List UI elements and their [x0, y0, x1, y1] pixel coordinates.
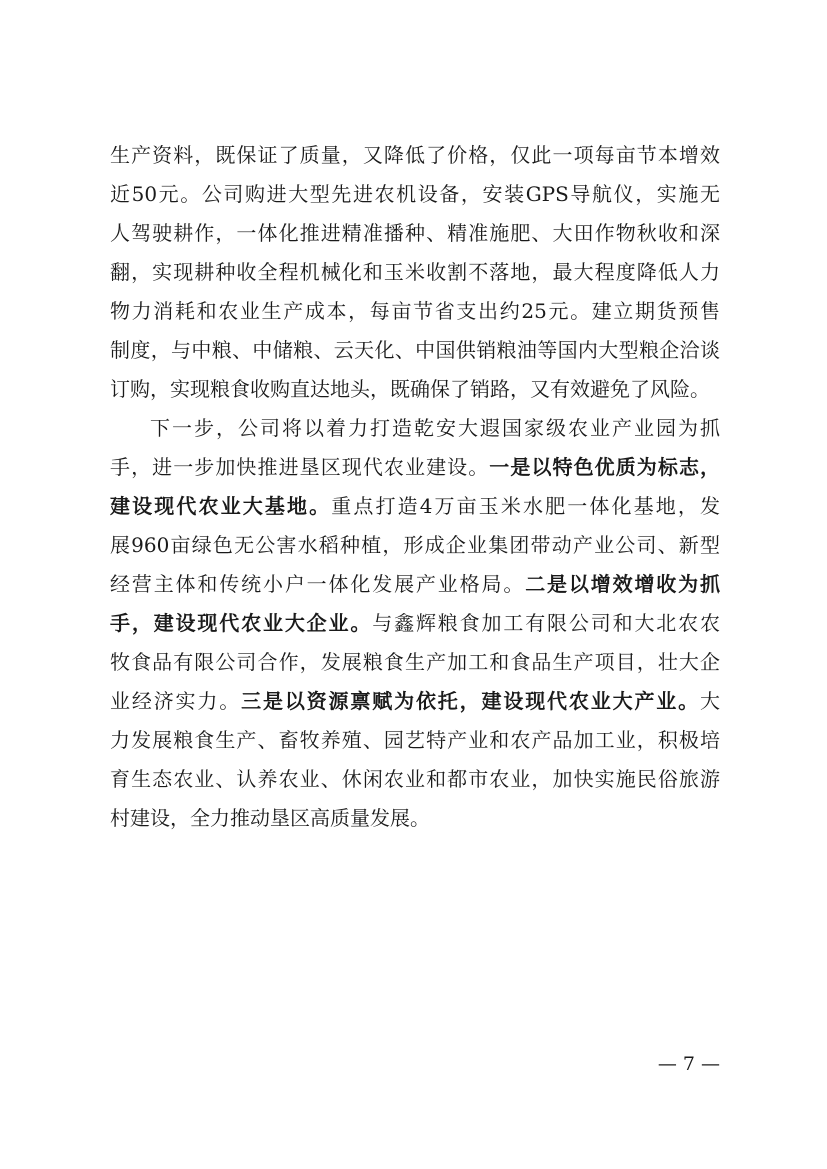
bold-text-run: 建设现代农业大基地。: [110, 494, 332, 518]
bold-text-run: 一是以特色优质为标志，: [489, 455, 721, 479]
text-line: [110, 721, 720, 760]
text-run: 近50元。公司购进大型先进农机设备，安装GPS导航仪，实施无: [110, 182, 720, 206]
text-run: 力发展粮食生产、畜牧养殖、园艺特产业和农产品加工业，积极培: [110, 728, 720, 752]
paragraph: [110, 409, 720, 838]
text-line: [110, 409, 720, 448]
text-run: 经营主体和传统小户一体化发展产业格局。: [110, 572, 526, 596]
text-run: 村建设，全力推动垦区高质量发展。: [110, 806, 430, 830]
text-line: [110, 214, 720, 253]
text-run: 与鑫辉粮食加工有限公司和大北农农: [372, 611, 721, 635]
bold-text-run: 二是以增效增收为抓: [525, 572, 721, 596]
text-line: [110, 682, 720, 721]
text-line: [110, 253, 720, 292]
text-line: [110, 331, 720, 370]
text-run: 重点打造4万亩玉米水肥一体化基地，发: [331, 494, 720, 518]
body-text: [110, 136, 720, 838]
bold-text-run: 三是以资源禀赋为依托，建设现代农业大产业。: [241, 689, 701, 713]
text-run: 育生态农业、认养农业、休闲农业和都市农业，加快实施民俗旅游: [110, 767, 720, 791]
text-run: 手，进一步加快推进垦区现代农业建设。: [110, 455, 490, 479]
text-run: 物力消耗和农业生产成本，每亩节省支出约25元。建立期货预售: [110, 299, 720, 323]
text-run: 订购，实现粮食收购直达地头，既确保了销路，又有效避免了风险。: [110, 377, 710, 401]
text-line: [110, 526, 720, 565]
paragraph: [110, 136, 720, 409]
text-line: [110, 370, 720, 409]
text-run: 制度，与中粮、中储粮、云天化、中国供销粮油等国内大型粮企洽谈: [110, 338, 720, 362]
text-run: 牧食品有限公司合作，发展粮食生产加工和食品生产项目，壮大企: [110, 650, 720, 674]
text-run: 下一步，公司将以着力打造乾安大遐国家级农业产业园为抓: [150, 416, 720, 440]
text-run: 展960亩绿色无公害水稻种植，形成企业集团带动产业公司、新型: [110, 533, 720, 557]
text-line: [110, 799, 720, 838]
bold-text-run: 手，建设现代农业大企业。: [110, 611, 373, 635]
text-line: [110, 448, 720, 487]
text-run: 人驾驶耕作，一体化推进精准播种、精准施肥、大田作物秋收和深: [110, 221, 720, 245]
text-run: 翻，实现耕种收全程机械化和玉米收割不落地，最大程度降低人力: [110, 260, 720, 284]
page-number: — 7 —: [657, 1053, 720, 1075]
text-run: 业经济实力。: [110, 689, 242, 713]
text-line: [110, 604, 720, 643]
text-line: [110, 565, 720, 604]
text-line: [110, 760, 720, 799]
text-line: [110, 643, 720, 682]
text-line: [110, 175, 720, 214]
text-line: [110, 136, 720, 175]
text-line: [110, 487, 720, 526]
text-run: 大: [700, 689, 721, 713]
text-line: [110, 292, 720, 331]
text-run: 生产资料，既保证了质量，又降低了价格，仅此一项每亩节本增效: [110, 143, 720, 167]
